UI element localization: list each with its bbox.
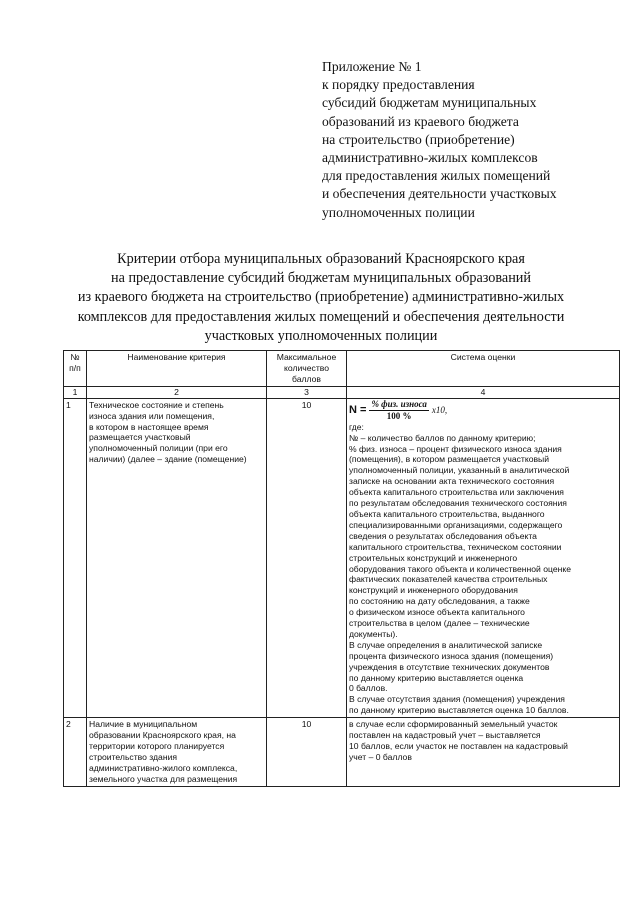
column-number: 4 (347, 386, 620, 398)
header-name: Наименование критерия (87, 351, 267, 387)
header-max: Максимальное количество баллов (267, 351, 347, 387)
text-line: 0 баллов. (349, 683, 388, 694)
text-line: в случае если сформированный земельный участок (349, 719, 558, 730)
text-line: о физическом износе объекта капитального (349, 607, 525, 618)
text-line: земельного участка для размещения (89, 773, 238, 784)
text-line: конструкций и инженерного оборудования (349, 585, 518, 596)
text-line: капитального строительства, техническом состоянии (349, 541, 562, 552)
max-score: 10 (267, 398, 347, 717)
text-line: строительных конструкций и инженерного (349, 552, 518, 563)
max-score: 10 (267, 718, 347, 786)
text-line: строительства в целом (далее – технические (349, 618, 530, 629)
text-line: наличии) (далее – здание (помещение) (89, 454, 247, 465)
header-num: № п/п (64, 351, 87, 387)
text-line: документы). (349, 628, 398, 639)
text-line: размещается участковый (89, 432, 191, 443)
text-line: В случае определения в аналитической записке (349, 639, 543, 650)
formula-fraction (369, 399, 428, 422)
text-line: сведения о результатах обследования объекта (349, 530, 537, 541)
text-line: по данному критерию выставляется оценка 10 баллов. (349, 705, 569, 716)
formula-denominator: 100 % (386, 411, 412, 422)
text-line: записке на основании акта технического состояния (349, 476, 555, 487)
header-system: Система оценки (347, 351, 620, 387)
text-line: уполномоченный полиции (при его (89, 443, 228, 454)
text-line: Наличие в муниципальном (89, 719, 198, 730)
evaluation-system (347, 398, 620, 717)
text-line: В случае отсутствия здания (помещения) учреждения (349, 694, 565, 705)
text-line: фактических показателей качества строительных (349, 574, 548, 585)
annex-line: субсидий бюджетам муниципальных (322, 95, 537, 111)
column-number: 1 (64, 386, 87, 398)
text-line: (помещения), в котором размещается участковый (349, 454, 550, 465)
text-line: износа здания или помещения, (89, 410, 215, 421)
annex-line: административно-жилых комплексов (322, 150, 538, 166)
text-line: учет – 0 баллов (349, 751, 412, 762)
text-line: поставлен на кадастровый учет – выставляется (349, 730, 541, 741)
text-line: Техническое состояние и степень (89, 399, 224, 410)
column-number-row (64, 386, 620, 398)
text-line: оборудования такого объекта и количественной оценке (349, 563, 572, 574)
criterion-name (87, 718, 267, 786)
text-line: 10 баллов, если участок не поставлен на кадастровый (349, 741, 568, 751)
title-line: из краевого бюджета на строительство (приобретение) административно-жилых (77, 289, 565, 306)
table-row (64, 718, 620, 786)
text-line: по результатам обследования технического состояния (349, 498, 567, 509)
document-title (30, 250, 612, 346)
title-line: Критерии отбора муниципальных образований Красноярского края (117, 251, 525, 267)
text-line: территории которого планируется (89, 741, 225, 751)
title-line: комплексов для предоставления жилых помещений и обеспечения деятельности (77, 308, 565, 325)
annex-line: уполномоченных полиции (322, 204, 475, 220)
row-num: 2 (64, 718, 87, 786)
text-line: учреждения в отсутствие технических документов (349, 661, 550, 672)
text-line: административно-жилого комплекса, (89, 762, 238, 773)
text-line: % физ. износа – процент физического износа здания (349, 443, 562, 454)
criterion-name (87, 398, 267, 717)
title-line: на предоставление субсидий бюджетам муниципальных образований (111, 270, 531, 287)
text-line: по данному критерию выставляется оценка (349, 672, 524, 683)
text-line: № – количество баллов по данному критерию; (349, 432, 536, 443)
text-line: строительство здания (89, 751, 178, 762)
formula-lhs: N = (349, 404, 367, 417)
annex-line: для предоставления жилых помещений (322, 168, 551, 184)
formula-numerator: % физ. износа (371, 399, 427, 410)
text-line: специализированными организациями, содержащего (349, 519, 563, 530)
criteria-table (63, 350, 620, 787)
table-row (64, 398, 620, 717)
score-formula (349, 400, 617, 422)
text-line: процента физического износа здания (помещения) (349, 650, 554, 661)
annex-line: на строительство (приобретение) (322, 131, 515, 147)
column-number: 2 (87, 386, 267, 398)
text-line: где: (349, 421, 364, 432)
annex-line: и обеспечения деятельности участковых (322, 186, 557, 202)
annex-header (322, 58, 622, 222)
text-line: объекта капитального строительства или заключения (349, 487, 564, 498)
row-num: 1 (64, 398, 87, 717)
annex-line: образований из краевого бюджета (322, 113, 519, 129)
annex-line: к порядку предоставления (322, 77, 475, 93)
table-header-row (64, 351, 620, 387)
text-line: образовании Красноярского края, на (89, 730, 236, 741)
annex-line: Приложение № 1 (322, 59, 422, 74)
text-line: уполномоченный полиции, указанный в аналитической (349, 465, 570, 476)
column-number: 3 (267, 386, 347, 398)
text-line: в котором в настоящее время (89, 421, 209, 432)
text-line: объекта капитального строительства, выданного (349, 508, 545, 519)
title-line: участковых уполномоченных полиции (204, 327, 438, 344)
evaluation-system (347, 718, 620, 786)
formula-multiplier: х10, (431, 405, 448, 416)
text-line: по состоянию на дату обследования, а также (349, 596, 530, 607)
